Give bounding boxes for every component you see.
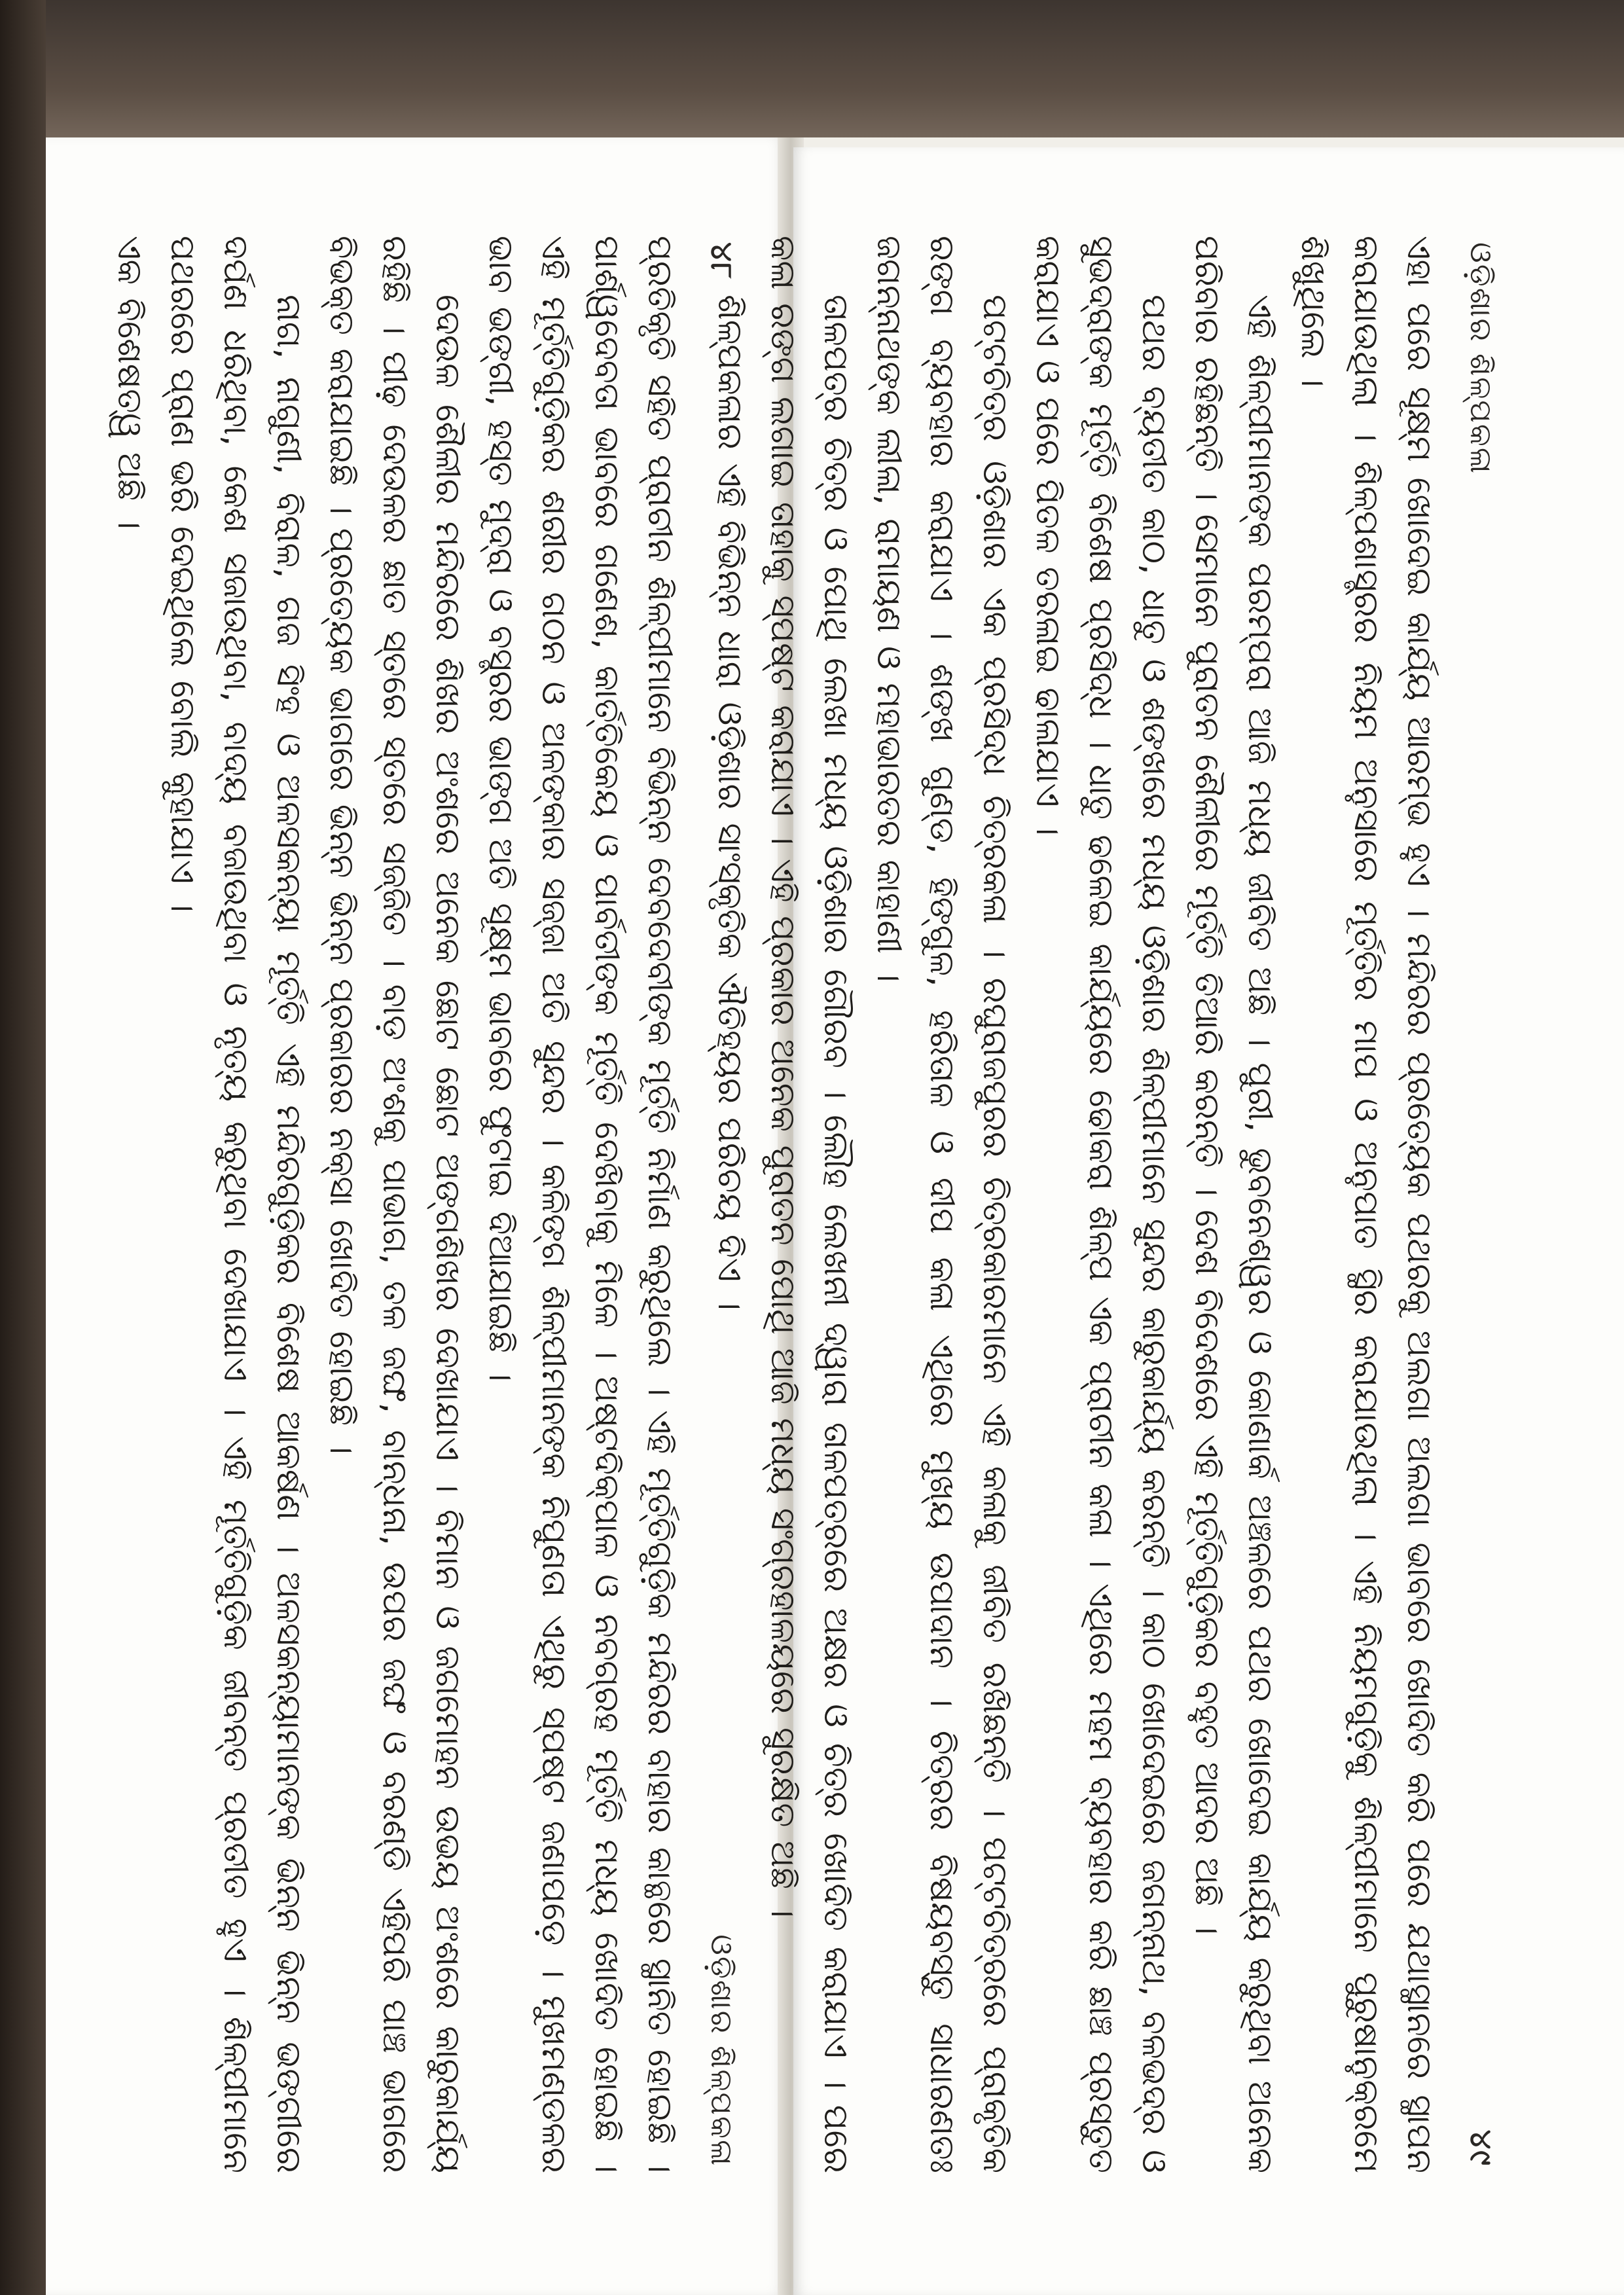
right-page-header [1445, 236, 1499, 2173]
right-paragraph-5: ତାଳପତ୍ର ଚିତ୍ର ଓ ପୋଥି ଲେଖା ମଧ୍ୟ ଓଡ଼ିଶାର ଗୌରବ । ଲୌହ ଲେଖନୀ ଦ୍ୱାରା ତାଳପତ୍ରରେ ଅକ୍ଷର ଓ ଚିତ୍ର ଖୋଦିତ କରାଯାଏ । ପରେ କଳା ରଙ୍ଗ ଲଗାଇ ତାହାକୁ ସ୍ପଷ୍ଟ କରାଯାଏ । ଏହି ପ୍ରକାର ଅନେକ ପୁରାତନ ପୋଥି ଆଜି ମଧ୍ୟ ସଂଗ୍ରହାଳୟରେ ସୁରକ୍ଷିତ ଅଛି । [763, 236, 856, 2173]
left-paragraph-3: ନାଗ, ନାଗୁଣୀ, ବିରାଳ, ଗଜ ସିଂହ ଓ ଅଳସକନ୍ୟା ମୂର୍ତ୍ତି ଏହି ମନ୍ଦିରଗୁଡ଼ିକର ବିଶେଷ ଆକର୍ଷଣ । ଅଳସକନ୍ୟାମାନଙ୍କ ଭିନ୍ନ ଭିନ୍ନ ଭଙ୍ଗୀରେ ଦର୍ପଣ ଧରିଥିବା, କେଶ ସଜାଉଥିବା, ବାଦ୍ୟ ବଜାଉଥିବା ଓ ନୃତ୍ୟ କରୁଥିବା ଦେଖାଯାଏ । ଏହି ମୂର୍ତ୍ତିଗୁଡ଼ିକ ଜୀବନ୍ତ ପ୍ରତୀତ ହୁଏ । ଶିଳ୍ପୀମାନେ ପଥରରେ ପ୍ରାଣ ଭରି ଦେଇଥିଲେ ବୋଲି କୁହାଯାଏ । [163, 236, 308, 2173]
left-page-number: ୪୮ [704, 242, 740, 280]
right-page-number: ୪୯ [1464, 2129, 1499, 2167]
left-paragraph-1: ପ୍ରତିକୃତି ସହିତ ପ୍ରାଚୀନ ଶିଳ୍ପୀମାନେ ବିଭିନ୍ନ ଦେବଦେବୀଙ୍କ ମୂର୍ତ୍ତି ନିର୍ମାଣ କରୁଥିଲେ । ଏହି ମୂର୍ତ୍ତିଗୁଡ଼ିକ ମନ୍ଦିରର ବାହାର କାନ୍ଥରେ ସ୍ଥାନିତ ହୋଇଛି । ପାର୍ଶ୍ୱଦେବତା ଭାବରେ ଗଣେଶ, କାର୍ତ୍ତିକେୟ ଓ ପାର୍ବତୀଙ୍କ ମୂର୍ତ୍ତି ଦେଖିବାକୁ ମିଳେ । ଅଷ୍ଟଦିକ୍‌ପାଳ ଓ ନବଗ୍ରହ ମୂର୍ତ୍ତି ମଧ୍ୟ ଖୋଦିତ ହୋଇଛି । ଏହି ମୂର୍ତ୍ତିଗୁଡ଼ିକର ଶରୀର ଗଠନ ଓ ଅଳଙ୍କାର ସଜ୍ଜା ଅତି ସୁନ୍ଦର । କଳିଙ୍ଗ ଶିଳ୍ପୀମାନଙ୍କ ନିପୁଣତା ଏଥିରୁ ସ୍ପଷ୍ଟ ଜଣାପଡ଼େ । ମୁଖମଣ୍ଡଳର ଭାବ ଭଙ୍ଗୀ, ହସ୍ତ ମୁଦ୍ରା ଓ ବସ୍ତ୍ରର ଭାଙ୍ଗ ଅତି ସୂକ୍ଷ୍ମ ଭାବରେ ଫୁଟାଇ ଦିଆଯାଇଛି । [481, 236, 679, 2173]
right-paragraph-4: ପଟ୍ଟଚିତ୍ର ଓଡ଼ିଶାର ଏକ ପ୍ରସିଦ୍ଧ ଚିତ୍ରକଳା । ରଘୁରାଜପୁରର ଚିତ୍ରକାରମାନେ ଏହି କଳାକୁ ଜୀବିତ ରଖିଛନ୍ତି । ପଟ୍ଟଚିତ୍ରରେ ପ୍ରାକୃତିକ ରଙ୍ଗ ବ୍ୟବହାର କରାଯାଏ । ଶଙ୍ଖ ଗୁଣ୍ଡ, ହିଙ୍ଗୁଳ, ହରିତାଳ ଓ ଦୀପ କଳା ଏଥିରେ ମୁଖ୍ୟ ଉପାଦାନ । ଚିତ୍ରର ବିଷୟବସ୍ତୁ ସାଧାରଣତଃ ଜଗନ୍ନାଥଙ୍କ ଲୀଳା, ରାମାୟଣ ଓ ମହାଭାରତର କାହାଣୀ । [869, 236, 1015, 2173]
left-paragraph-4: ଏକ ବିଶେଷତ୍ୱ ଅଛି । [110, 236, 149, 530]
desk-background-left [0, 0, 46, 2295]
right-page-body [703, 236, 1445, 2173]
desk-background-top [0, 0, 1624, 151]
right-paragraph-2: ଏହି ଶିଳ୍ପୀମାନଙ୍କ ପରମ୍ପରା ଆଜି ମଧ୍ୟ ଜୀବିତ ଅଛି । ପୁରୀ, ଭୁବନେଶ୍ୱର ଓ କୋଣାର୍କ ଅଞ୍ଚଳରେ ପଥର ଖୋଦେଇ କାର୍ଯ୍ୟ କରୁଥିବା ଅନେକ ପରିବାର ରହିଛନ୍ତି । ସେମାନେ ପୁରାତନ ଶୈଳୀରେ ମୂର୍ତ୍ତି ତିଆରି କରନ୍ତି । ଦେଶ ବିଦେଶରେ ଏହି ମୂର୍ତ୍ତିଗୁଡ଼ିକର ବହୁତ ଆଦର ଅଛି । [1187, 236, 1280, 2173]
right-paragraph-6: ଶିଳ୍ପକଳାର ଏହି ବିଭିନ୍ନ ଧାରା ଓଡ଼ିଶାର ସାଂସ୍କୃତିକ ଐତିହ୍ୟର ପରିଚୟ ଦିଏ । [710, 295, 749, 1311]
left-paragraph-2: ଦେଉଳ ଶୈଳୀର ମନ୍ଦିରରେ ଶିଖର ଅଂଶରେ ଅନେକ ଛୋଟ ଛୋଟ ଅଙ୍ଗଶିଖର ଦେଖାଯାଏ । ବିମାନ ଓ ଜଗମୋହନ ଉଭୟ ଅଂଶରେ କାରୁକାର୍ଯ୍ୟ ରହିଛି । ପୀଢ଼ ଦେଉଳର ଛାତ ସ୍ତରେ ସ୍ତରେ ସଜ୍ଜିତ । ବାଡ଼ ଅଂଶକୁ ପାଭାଗ, ତଳ ଜଙ୍ଘ, ବାନ୍ଧନା, ଉପର ଜଙ୍ଘ ଓ ବରଣ୍ଡି ଏହିପରି ପାଞ୍ଚ ଭାଗରେ ବିଭକ୍ତ କରାଯାଇଛି । ପ୍ରତ୍ୟେକ ଭାଗରେ ଭିନ୍ନ ଭିନ୍ନ ପ୍ରକାରର ନକ୍ସା ଖୋଦିତ ହୋଇଛି । [322, 236, 467, 2173]
left-page-body [103, 236, 686, 2173]
right-running-head: ଓଡ଼ିଶାର ଶିଳ୍ପକଳା [1464, 242, 1499, 475]
left-page-text-frame [110, 236, 740, 2173]
left-running-head: ଓଡ଼ିଶାର ଶିଳ୍ପକଳା [704, 1934, 740, 2167]
right-paragraph-1: ଏହା ପରେ ସୂକ୍ଷ୍ମ ଖୋଦେଇ କାର୍ଯ୍ୟ ଆରମ୍ଭ ହୁଏ । ମନ୍ଦିରର ପ୍ରତ୍ୟେକ ପଥରକୁ ଅଲଗା ଅଲଗା ଭାବରେ ଖୋଦିତ କରି ପରେ ଯଥାସ୍ଥାନରେ ସ୍ଥାପନ କରାଯାଉଥିଲା । ଶିଳ୍ପଶାସ୍ତ୍ରର ନିୟମ ଅନୁସାରେ ମୂର୍ତ୍ତିର ମାପ ଓ ଅନୁପାତ ସ୍ଥିର କରାଯାଉଥିଲା । ଏହି ନିୟମଗୁଡ଼ିକୁ ଶିଳ୍ପୀମାନେ ପୁରୁଷାନୁକ୍ରମେ ଶିଖୁଥିଲେ । [1293, 236, 1439, 2173]
right-paragraph-3: ପଥର ବ୍ୟତୀତ କାଠ, ଧାତୁ ଓ ଶଙ୍ଖରେ ମଧ୍ୟ ଓଡ଼ିଶାର ଶିଳ୍ପୀମାନେ ସୁନ୍ଦର କାରୁକାର୍ଯ୍ୟ କରନ୍ତି । କାଠ ଖୋଦେଇରେ ଜଗନ୍ନାଥ, ବଳଭଦ୍ର ଓ ସୁଭଦ୍ରାଙ୍କ ମୂର୍ତ୍ତି ବିଶେଷ ପ୍ରସିଦ୍ଧ । ଧାତୁ ଢଳେଇ କାର୍ଯ୍ୟରେ ଢୋକରା ଶିଳ୍ପ ଏକ ପ୍ରାଚୀନ କଳା । ଏଥିରେ ମହମ ବ୍ୟବହାର କରି ଛାଞ୍ଚ ପ୍ରସ୍ତୁତ କରାଯାଏ ଓ ପରେ ପିତଳ ତରଳାଇ ଢାଳାଯାଏ । [1028, 236, 1174, 2173]
